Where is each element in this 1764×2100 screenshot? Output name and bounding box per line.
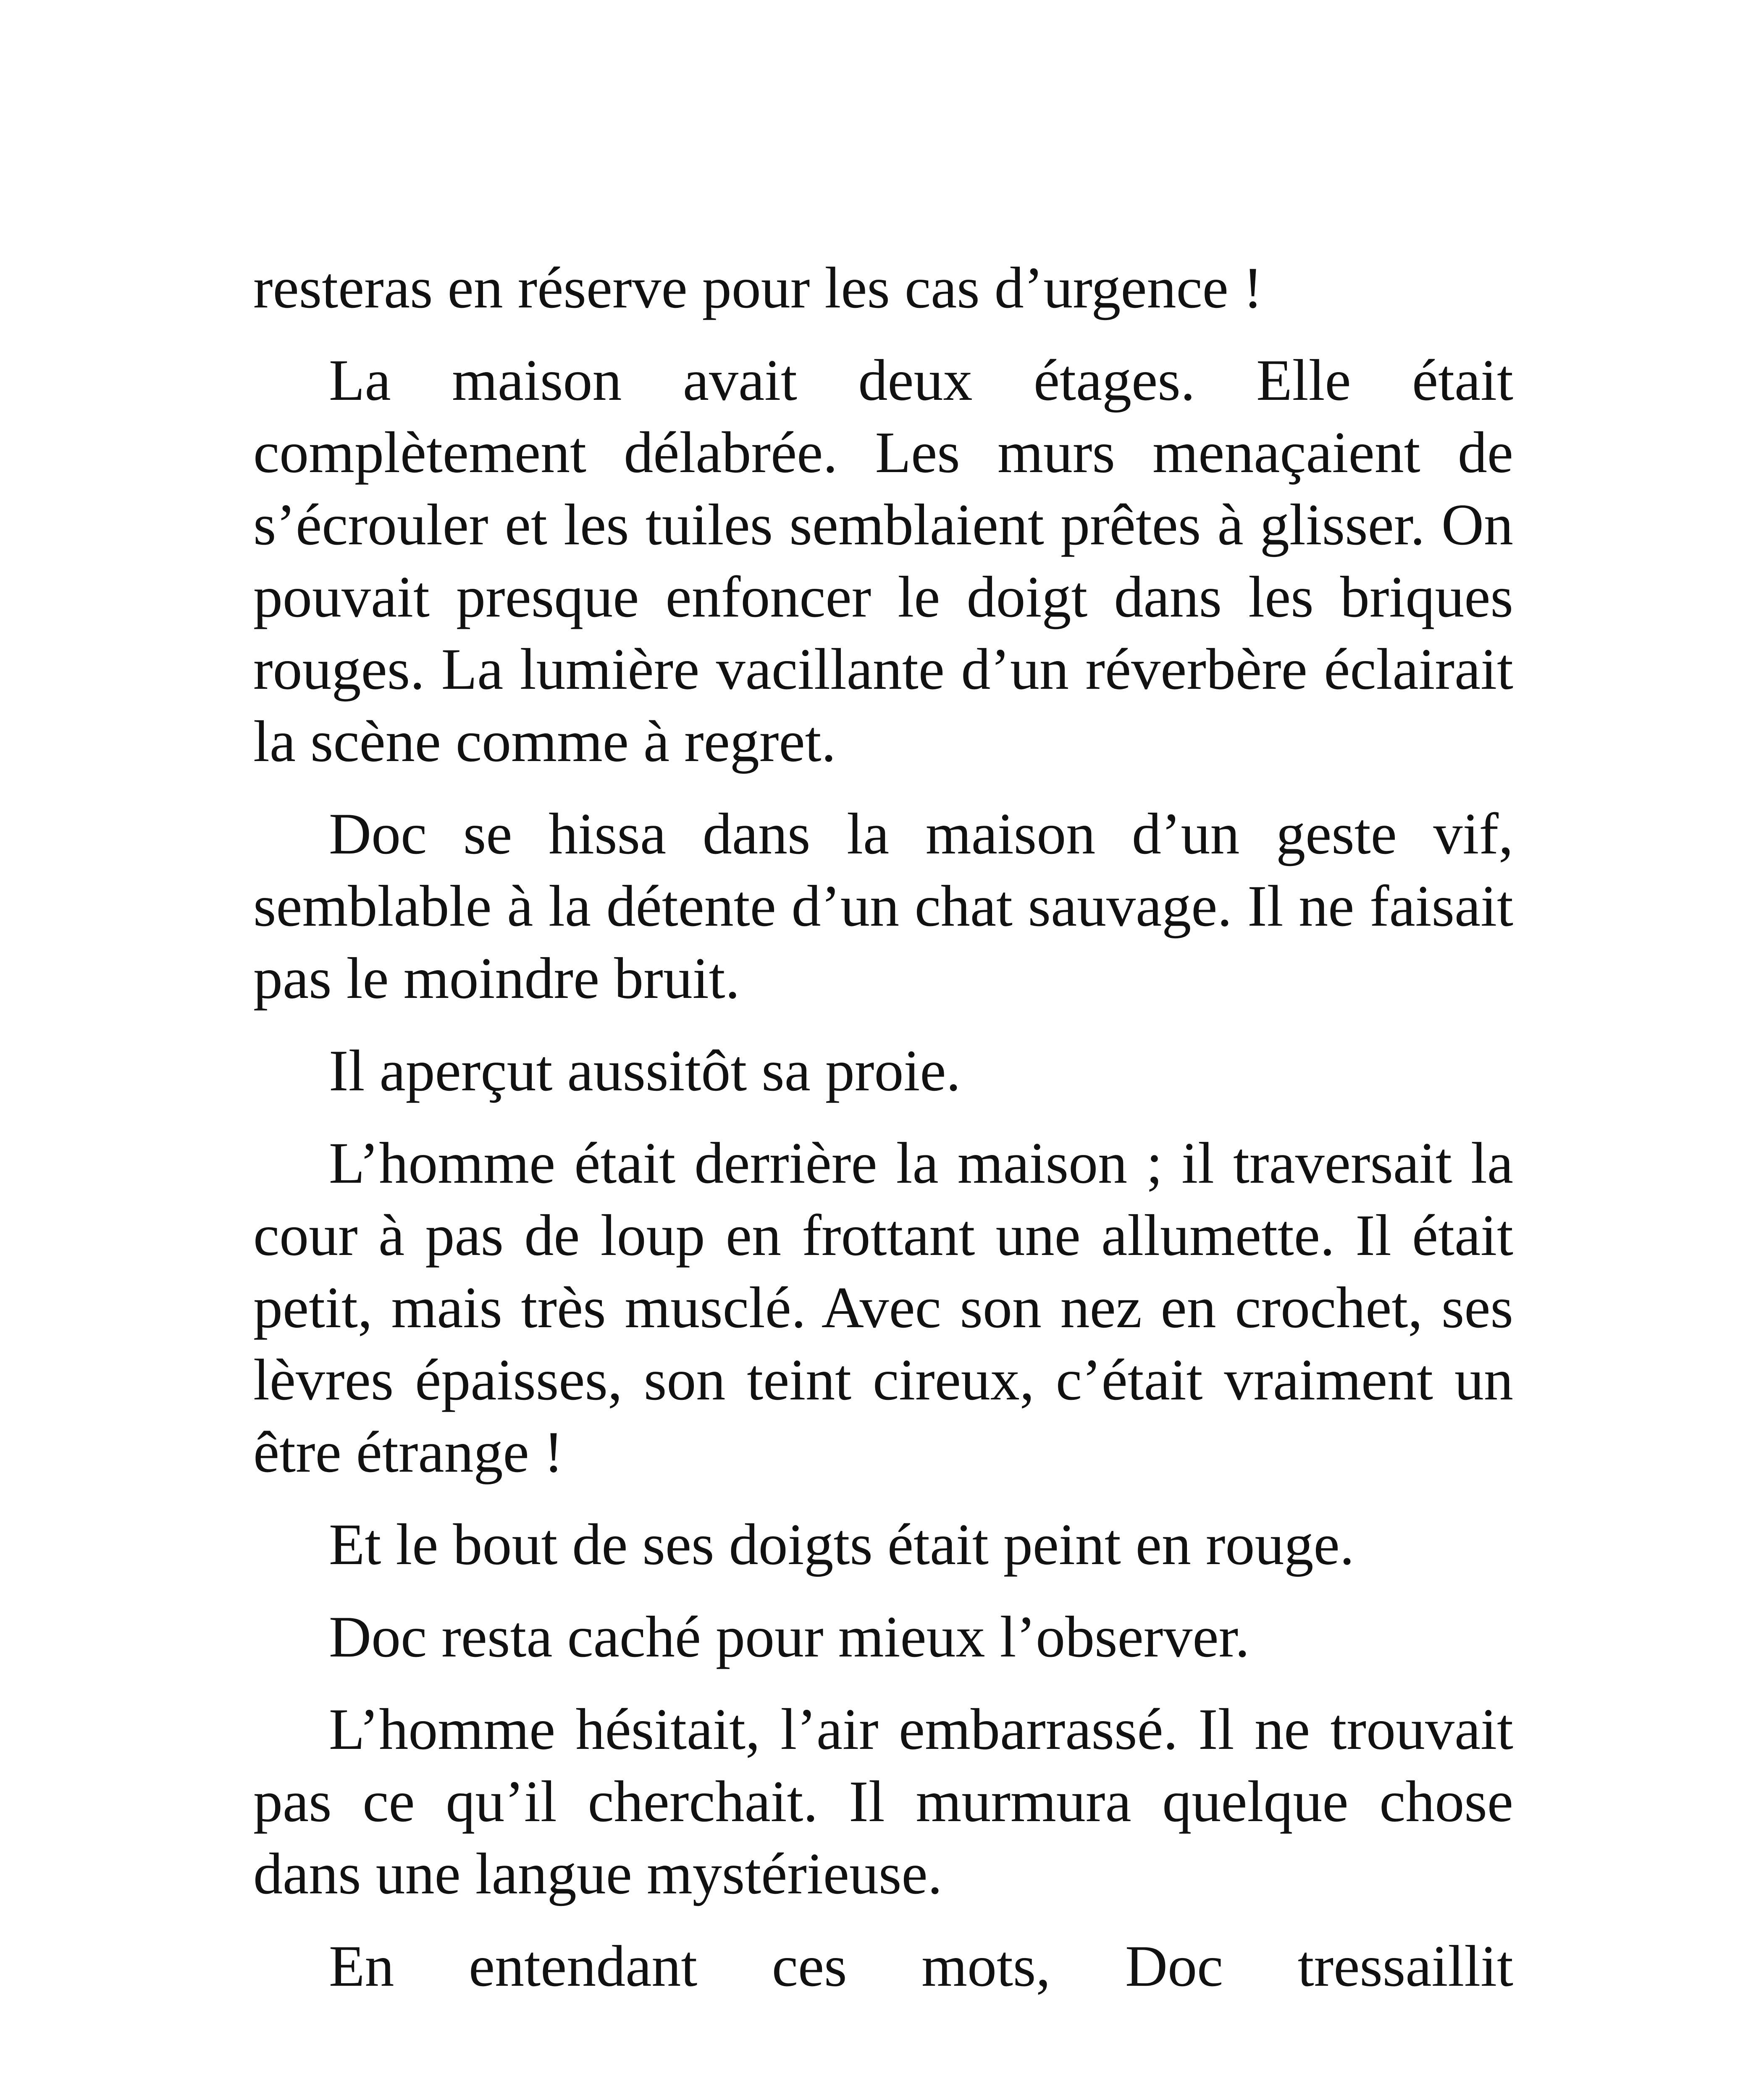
paragraph: resteras en réserve pour les cas d’urgence ! (253, 255, 1263, 320)
paragraph: En entendant ces mots, Doc tressaillit (329, 1934, 1513, 1999)
paragraph: Et le bout de ses doigts était peint en rouge. (329, 1512, 1354, 1577)
paragraph: Il aperçut aussitôt sa proie. (329, 1038, 961, 1103)
paragraph: Doc resta caché pour mieux l’observer. (329, 1604, 1250, 1670)
paragraph: L’homme hésitait, l’air embarrassé. Il ne trouvait pas ce qu’il cherchait. Il murmura quelque chose dans une langue mystérieuse. (253, 1697, 1513, 1906)
paragraph: La maison avait deux étages. Elle était complètement délabrée. Les murs menaçaient de s’écrouler et les tuiles semblaient prêtes à glisser. On pouvait presque enfoncer le doigt dans les briques rouges. La lumière vacillante d’un réverbère éclairait la scène comme à regret. (253, 348, 1513, 774)
paragraph: Doc se hissa dans la maison d’un geste vif, semblable à la détente d’un chat sauvage. Il ne faisait pas le moindre bruit. (253, 801, 1513, 1011)
body-text (253, 252, 1513, 2003)
paragraph: L’homme était derrière la maison ; il traversait la cour à pas de loup en frottant une allumette. Il était petit, mais très musclé. Avec son nez en crochet, ses lèvres épaisses, son teint cireux, c’était vraiment un être étrange ! (253, 1131, 1513, 1485)
